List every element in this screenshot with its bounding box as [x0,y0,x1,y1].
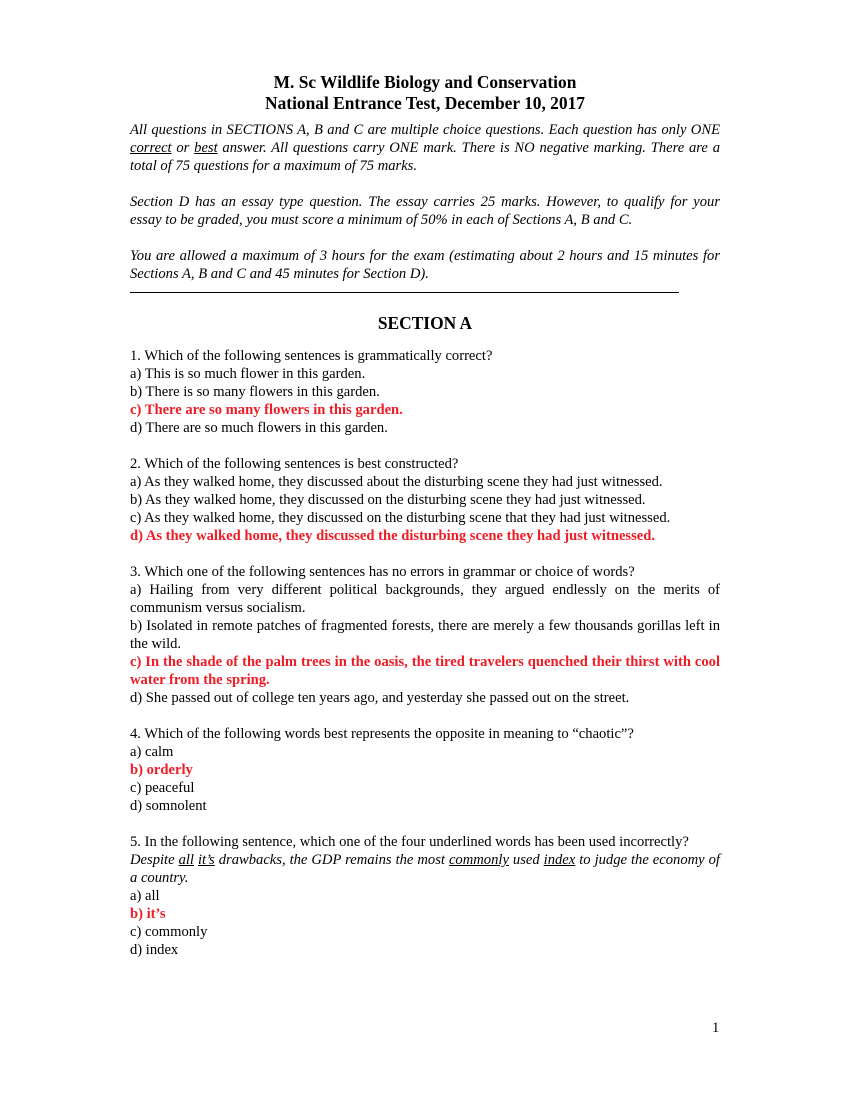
exam-title [130,72,720,114]
underlined-word-commonly: commonly [448,852,509,868]
question-text: 5. In the following sentence, which one of the four underlined words has been used incorrectly? [130,834,689,850]
option-c-correct-answer: c) There are so many flowers in this garden. [130,402,403,418]
question-5 [130,833,720,959]
question-text: 1. Which of the following sentences is grammatically correct? [130,348,493,364]
question-3 [130,563,720,707]
exam-title-line-2: National Entrance Test, December 10, 2017 [265,93,585,113]
option-b-correct-answer: b) it’s [130,906,166,922]
underlined-word-index: index [543,852,576,868]
option-b: b) Isolated in remote patches of fragmented forests, there are merely a few thousands gorillas left in the wild. [130,618,720,652]
option-d: d) She passed out of college ten years ago, and yesterday she passed out on the street. [130,690,630,706]
option-b-correct-answer: b) orderly [130,762,193,778]
instructions-paragraph-2: Section D has an essay type question. The essay carries 25 marks. However, to qualify for your essay to be graded, you must score a minimum of 50% in each of Sections A, B and C. [130,194,720,228]
option-a: a) Hailing from very different political backgrounds, they argued endlessly on the merits of communism versus socialism. [130,582,720,616]
exam-title-line-1: M. Sc Wildlife Biology and Conservation [273,72,577,92]
option-a: a) calm [130,744,174,760]
option-d: d) somnolent [130,798,207,814]
option-c: c) commonly [130,924,208,940]
option-a: a) all [130,888,160,904]
option-a: a) As they walked home, they discussed about the disturbing scene they had just witnessed. [130,474,663,490]
option-d: d) index [130,942,179,958]
option-c: c) As they walked home, they discussed on the disturbing scene that they had just witnessed. [130,510,671,526]
question-2 [130,455,720,545]
instructions-paragraph-1 [130,121,720,175]
sentence-text: Despite [130,852,179,868]
instructions-text: answer. All questions carry ONE mark. There is NO negative marking. There are a total of 75 questions for a maximum of 75 marks. [130,140,720,174]
option-c-correct-answer: c) In the shade of the palm trees in the oasis, the tired travelers quenched their thirst with cool water from the spring. [130,654,720,688]
option-b: b) There is so many flowers in this garden. [130,384,380,400]
instructions-underlined-best: best [194,140,218,156]
instructions-paragraph-3: You are allowed a maximum of 3 hours for the exam (estimating about 2 hours and 15 minutes for Sections A, B and C and 45 minutes for Section D). [130,248,720,282]
instructions-text: or [171,140,195,156]
underlined-word-all: all [178,852,194,868]
sentence-text: used [508,852,544,868]
option-a: a) This is so much flower in this garden. [130,366,366,382]
instructions-underlined-correct: correct [130,140,172,156]
sentence-text: drawbacks, the GDP remains the most [214,852,449,868]
instructions [130,121,720,283]
horizontal-rule [130,284,679,293]
question-1 [130,347,720,437]
option-d: d) There are so much flowers in this garden. [130,420,388,436]
section-title: SECTION A [377,313,473,333]
option-d-correct-answer: d) As they walked home, they discussed the disturbing scene they had just witnessed. [130,528,656,544]
instructions-text: All questions in SECTIONS A, B and C are multiple choice questions. Each question has only ONE [130,122,720,138]
sentence-text: to judge the economy of a country. [130,852,720,886]
question-text: 3. Which one of the following sentences has no errors in grammar or choice of words? [130,564,635,580]
question-sentence [130,851,720,887]
exam-page [130,72,720,977]
question-4 [130,725,720,815]
question-text: 2. Which of the following sentences is best constructed? [130,456,459,472]
underlined-word-its: it’s [197,852,215,868]
option-b: b) As they walked home, they discussed on the disturbing scene they had just witnessed. [130,492,646,508]
question-text: 4. Which of the following words best represents the opposite in meaning to “chaotic”? [130,726,634,742]
option-c: c) peaceful [130,780,195,796]
page-number: 1 [712,1020,720,1036]
